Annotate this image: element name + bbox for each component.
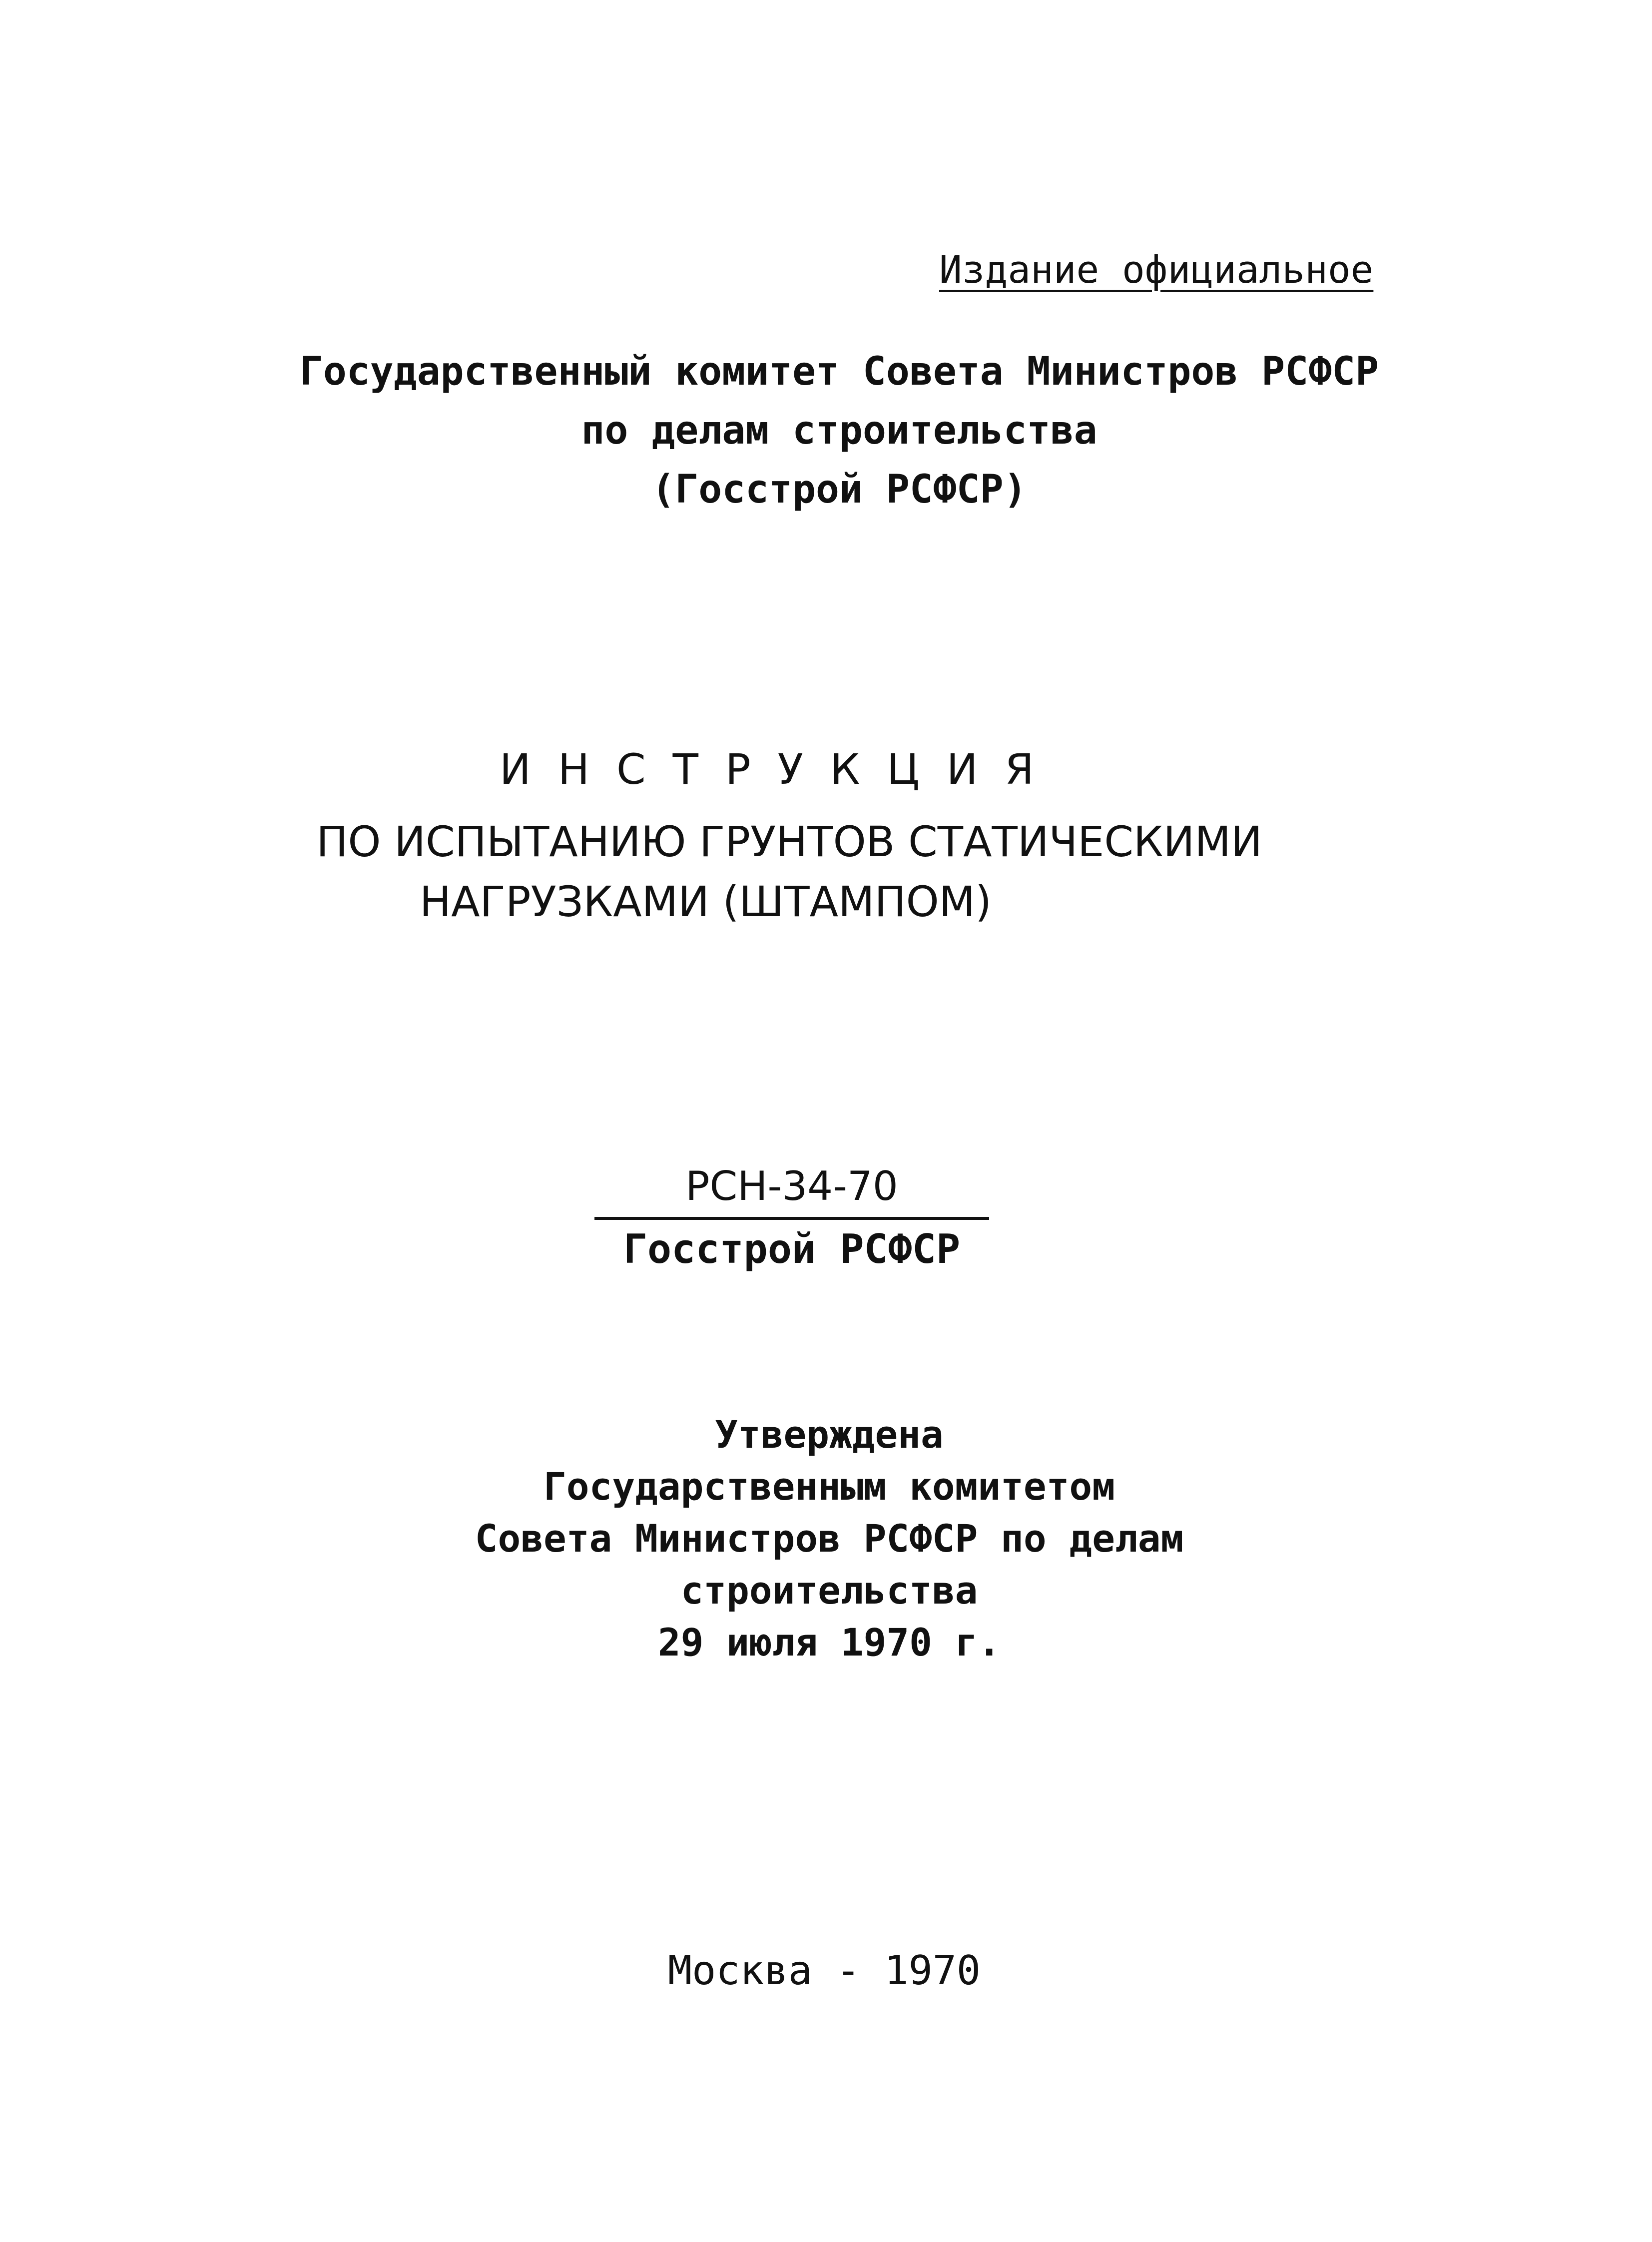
document-title — [500, 739, 1061, 799]
approval-line-2: Государственным комитетом — [544, 1464, 1115, 1509]
imprint — [599, 1943, 1049, 1998]
city-year: Москва - 1970 — [667, 1947, 981, 1994]
authority-line-2: по делам строительства — [581, 408, 1098, 453]
subtitle-line-1: ПО ИСПЫТАНИЮ ГРУНТОВ СТАТИЧЕСКИМИ — [316, 817, 1262, 866]
approval-block — [390, 1409, 1269, 1669]
subtitle-line-2: НАГРУЗКАМИ (ШТАМПОМ) — [420, 877, 992, 926]
approval-line-1: Утверждена — [715, 1412, 944, 1457]
authority-line-1: Государственный комитет Совета Министров РСФСР — [299, 349, 1379, 394]
title-word: ИНСТРУКЦИЯ — [500, 745, 1061, 794]
issuing-authority — [230, 342, 1449, 519]
approval-line-4: строительства — [680, 1568, 978, 1613]
document-subtitle — [250, 812, 1329, 932]
authority-line-3: (Госстрой РСФСР) — [651, 467, 1027, 512]
edition-note: Издание официальное — [939, 247, 1374, 292]
approval-line-3: Совета Министров РСФСР по делам — [475, 1516, 1184, 1561]
code-number: РСН-34-70 — [594, 1159, 989, 1220]
document-code — [594, 1159, 989, 1277]
code-authority: Госстрой РСФСР — [623, 1226, 961, 1272]
approval-date: 29 июля 1970 г. — [657, 1620, 1001, 1665]
